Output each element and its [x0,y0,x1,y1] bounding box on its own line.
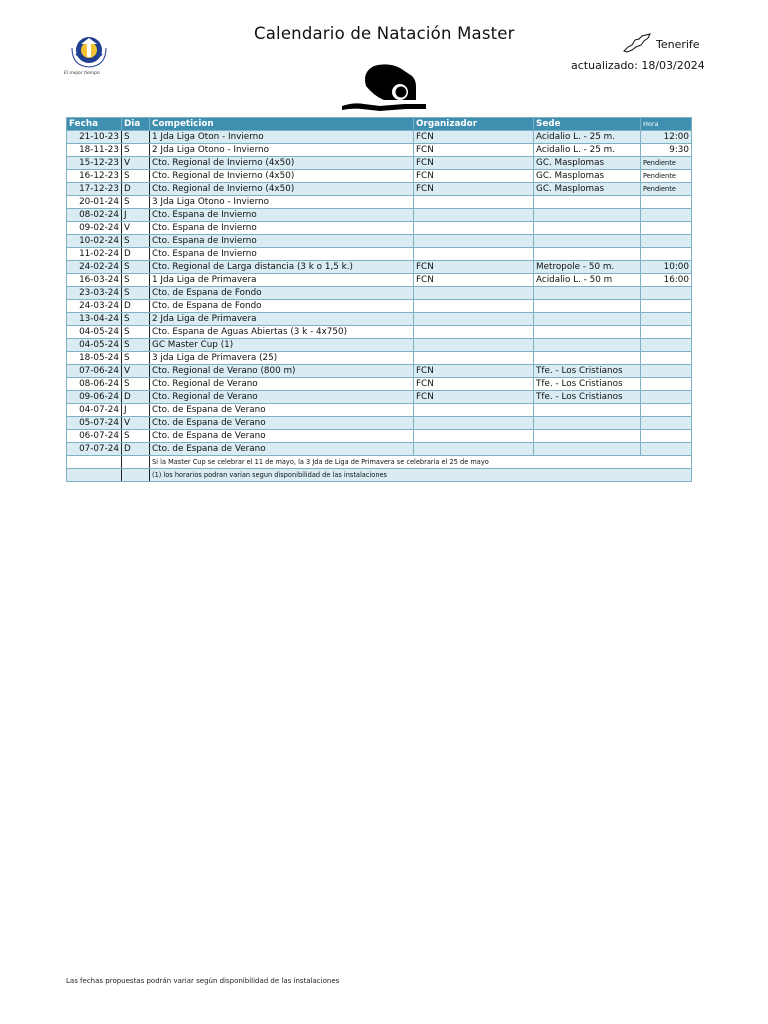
cell-competicion: 2 Jda Liga Otono - Invierno [150,144,414,157]
cell-hora [641,339,692,352]
cell-hora [641,209,692,222]
cell-competicion: Cto. Regional de Verano [150,378,414,391]
note-text: Si la Master Cup se celebrar el 11 de mayo, la 3 Jda de Liga de Primavera se celebraria el 25 de mayo [150,456,692,469]
cell-competicion: Cto. de Espana de Verano [150,404,414,417]
cell-dia: V [122,417,150,430]
cell-sede [534,196,641,209]
cell-sede [534,339,641,352]
cell-sede: Acidalio L. - 25 m. [534,144,641,157]
cell-dia: D [122,443,150,456]
cell-hora [641,196,692,209]
cell-hora: Pendiente [641,183,692,196]
note-blank-cell [67,469,122,482]
cell-dia: S [122,430,150,443]
page-title: Calendario de Natación Master [254,24,515,43]
table-row [67,131,692,144]
table-row [67,339,692,352]
cell-dia: S [122,287,150,300]
cell-competicion: 3 jda Liga de Primavera (25) [150,352,414,365]
table-header-row [67,118,692,131]
cell-organizador [414,326,534,339]
cell-hora: 9:30 [641,144,692,157]
column-header-competicion: Competicion [150,118,414,131]
cell-sede [534,248,641,261]
cell-fecha: 08-06-24 [67,378,122,391]
cell-fecha: 23-03-24 [67,287,122,300]
cell-fecha: 10-02-24 [67,235,122,248]
table-row [67,300,692,313]
cell-fecha: 09-02-24 [67,222,122,235]
cell-fecha: 04-05-24 [67,326,122,339]
cell-organizador [414,443,534,456]
cell-sede [534,352,641,365]
cell-hora [641,430,692,443]
cell-organizador: FCN [414,170,534,183]
cell-competicion: Cto. Espana de Aguas Abiertas (3 k - 4x750) [150,326,414,339]
cell-dia: J [122,209,150,222]
cell-organizador [414,209,534,222]
table-row [67,170,692,183]
cell-organizador: FCN [414,131,534,144]
cell-competicion: Cto. Regional de Invierno (4x50) [150,170,414,183]
cell-fecha: 07-06-24 [67,365,122,378]
cell-hora [641,417,692,430]
cell-fecha: 04-07-24 [67,404,122,417]
table-row [67,391,692,404]
cell-competicion: Cto. Regional de Verano (800 m) [150,365,414,378]
cell-sede: Metropole - 50 m. [534,261,641,274]
cell-fecha: 13-04-24 [67,313,122,326]
cell-dia: D [122,300,150,313]
cell-hora [641,326,692,339]
cell-dia: D [122,183,150,196]
column-header-sede: Sede [534,118,641,131]
cell-competicion: Cto. Espana de Invierno [150,248,414,261]
cell-organizador: FCN [414,274,534,287]
cell-sede [534,430,641,443]
cell-dia: S [122,196,150,209]
cell-organizador [414,300,534,313]
cell-sede: GC. Masplomas [534,170,641,183]
cell-competicion: Cto. Regional de Invierno (4x50) [150,183,414,196]
cell-hora [641,443,692,456]
cell-hora [641,391,692,404]
cell-organizador: FCN [414,378,534,391]
cell-organizador [414,404,534,417]
cell-dia: S [122,144,150,157]
cell-dia: S [122,313,150,326]
cell-hora: Pendiente [641,157,692,170]
cell-sede [534,287,641,300]
cell-fecha: 06-07-24 [67,430,122,443]
logo-caption: El mejor tiempo [64,71,100,76]
cell-fecha: 07-07-24 [67,443,122,456]
cell-dia: S [122,261,150,274]
cell-sede [534,222,641,235]
cell-sede [534,417,641,430]
note-blank-cell [122,469,150,482]
cell-fecha: 11-02-24 [67,248,122,261]
cell-organizador [414,430,534,443]
note-row [67,469,692,482]
cell-sede: Tfe. - Los Cristianos [534,365,641,378]
cell-hora [641,365,692,378]
cell-competicion: 3 Jda Liga Otono - Invierno [150,196,414,209]
cell-fecha: 09-06-24 [67,391,122,404]
cell-fecha: 24-03-24 [67,300,122,313]
cell-organizador: FCN [414,157,534,170]
cell-sede [534,235,641,248]
table-row [67,365,692,378]
table-row [67,222,692,235]
cell-competicion: Cto. Regional de Invierno (4x50) [150,157,414,170]
cell-competicion: Cto. de Espana de Verano [150,430,414,443]
cell-competicion: Cto. Espana de Invierno [150,209,414,222]
cell-hora [641,300,692,313]
table-row [67,430,692,443]
table-row [67,378,692,391]
cell-sede [534,326,641,339]
cell-organizador [414,313,534,326]
cell-sede: GC. Masplomas [534,157,641,170]
cell-organizador [414,235,534,248]
cell-hora: 10:00 [641,261,692,274]
calendar-table [66,117,692,482]
table-row [67,404,692,417]
cell-dia: S [122,352,150,365]
cell-competicion: Cto. Espana de Invierno [150,222,414,235]
cell-competicion: Cto. Espana de Invierno [150,235,414,248]
swimmer-icon [340,60,428,114]
cell-fecha: 15-12-23 [67,157,122,170]
table-row [67,144,692,157]
cell-fecha: 16-03-24 [67,274,122,287]
cell-competicion: Cto. Regional de Larga distancia (3 k o 1,5 k.) [150,261,414,274]
cell-organizador [414,248,534,261]
cell-competicion: Cto. de Espana de Verano [150,417,414,430]
table-row [67,287,692,300]
cell-organizador: FCN [414,391,534,404]
footer-note: Las fechas propuestas podrán variar según disponibilidad de las instalaciones [66,977,340,985]
cell-dia: D [122,248,150,261]
cell-dia: S [122,378,150,391]
cell-organizador: FCN [414,144,534,157]
table-row [67,313,692,326]
cell-sede [534,443,641,456]
cell-organizador: FCN [414,261,534,274]
cell-sede: Acidalio L. - 25 m. [534,131,641,144]
cell-sede [534,209,641,222]
cell-organizador [414,287,534,300]
cell-competicion: Cto. de Espana de Verano [150,443,414,456]
table-row [67,183,692,196]
island-silhouette-icon [622,33,652,53]
cell-fecha: 08-02-24 [67,209,122,222]
cell-organizador [414,352,534,365]
cell-dia: S [122,274,150,287]
cell-hora [641,248,692,261]
cell-dia: S [122,326,150,339]
cell-fecha: 20-01-24 [67,196,122,209]
cell-organizador: FCN [414,183,534,196]
updated-date: actualizado: 18/03/2024 [571,59,705,72]
cell-dia: S [122,235,150,248]
table-row [67,326,692,339]
cell-hora [641,313,692,326]
cell-sede: Acidalio L. - 50 m [534,274,641,287]
table-row [67,196,692,209]
column-header-organizador: Organizador [414,118,534,131]
cell-hora [641,378,692,391]
cell-fecha: 21-10-23 [67,131,122,144]
cell-hora [641,235,692,248]
table-row [67,157,692,170]
cell-hora: 12:00 [641,131,692,144]
cell-organizador [414,196,534,209]
cell-fecha: 16-12-23 [67,170,122,183]
table-row [67,261,692,274]
cell-competicion: 2 Jda Liga de Primavera [150,313,414,326]
table-row [67,443,692,456]
cell-dia: D [122,391,150,404]
table-row [67,235,692,248]
cell-hora [641,352,692,365]
note-blank-cell [67,456,122,469]
cell-hora: 16:00 [641,274,692,287]
column-header-dia: Dia [122,118,150,131]
cell-fecha: 18-05-24 [67,352,122,365]
cell-sede: Tfe. - Los Cristianos [534,378,641,391]
column-header-hora: Hora [641,118,692,131]
cell-sede [534,300,641,313]
cell-competicion: 1 Jda Liga Oton - Invierno [150,131,414,144]
cell-dia: S [122,339,150,352]
cell-fecha: 05-07-24 [67,417,122,430]
cell-dia: J [122,404,150,417]
cell-sede [534,404,641,417]
table-row [67,209,692,222]
cell-hora [641,222,692,235]
table-row [67,274,692,287]
cell-organizador: FCN [414,365,534,378]
cell-organizador [414,339,534,352]
cell-fecha: 04-05-24 [67,339,122,352]
cell-fecha: 24-02-24 [67,261,122,274]
note-text: (1) los horarios podran varian segun disponibilidad de las instalaciones [150,469,692,482]
table-row [67,248,692,261]
table-body [67,131,692,482]
cell-dia: S [122,131,150,144]
cell-dia: S [122,170,150,183]
cell-sede [534,313,641,326]
table-row [67,352,692,365]
island-name: Tenerife [656,38,700,51]
cell-competicion: Cto. de Espana de Fondo [150,300,414,313]
cell-organizador [414,222,534,235]
cell-dia: V [122,365,150,378]
cell-sede: Tfe. - Los Cristianos [534,391,641,404]
cell-hora [641,287,692,300]
cell-hora: Pendiente [641,170,692,183]
cell-hora [641,404,692,417]
cell-fecha: 17-12-23 [67,183,122,196]
cell-fecha: 18-11-23 [67,144,122,157]
cell-competicion: 1 Jda Liga de Primavera [150,274,414,287]
note-blank-cell [122,456,150,469]
cell-organizador [414,417,534,430]
table-row [67,417,692,430]
cell-competicion: Cto. de Espana de Fondo [150,287,414,300]
column-header-fecha: Fecha [67,118,122,131]
cell-sede: GC. Masplomas [534,183,641,196]
cell-competicion: Cto. Regional de Verano [150,391,414,404]
note-row [67,456,692,469]
cell-competicion: GC Master Cup (1) [150,339,414,352]
cell-dia: V [122,157,150,170]
cell-dia: V [122,222,150,235]
